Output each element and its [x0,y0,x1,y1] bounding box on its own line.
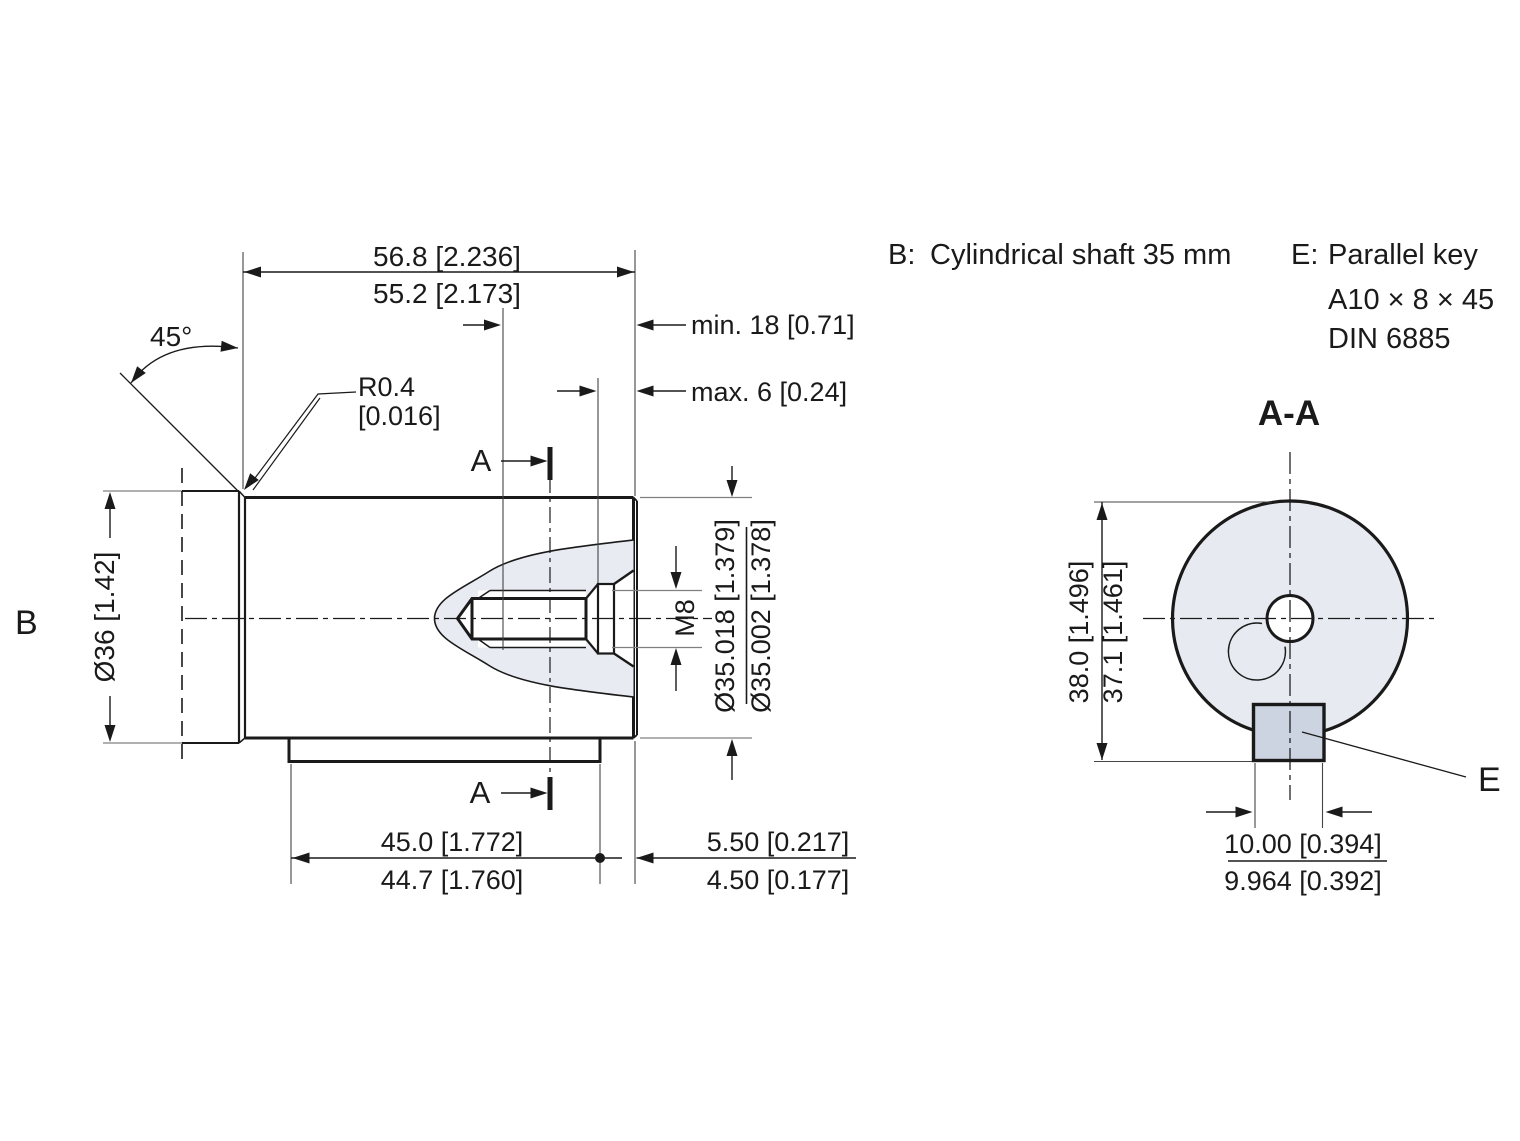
legend-b-prefix: B: [888,239,916,271]
dim-key-width-upper: 10.00 [0.394] [1224,829,1382,859]
dim-key-width-lower: 9.964 [0.392] [1224,866,1382,896]
arrowhead [105,725,116,742]
chamfer-reference-line [120,373,239,492]
dim-end-distance-lower: 4.50 [0.177] [706,865,850,895]
arrowhead [105,492,116,509]
side-view-dimensions [15,241,856,895]
arrowhead [1326,807,1343,818]
legend-e-prefix: E: [1291,239,1319,271]
arrowhead [637,320,654,331]
arrowhead [531,456,548,467]
arrowhead [637,386,654,397]
key-label: E [1478,761,1501,799]
section-marker-bottom: A [469,775,491,810]
section-marker-top: A [470,443,492,478]
arrowhead [244,267,261,278]
legend-e-line2: A10 × 8 × 45 [1328,284,1495,316]
dim-key-length-upper: 45.0 [1.772] [380,827,524,857]
arrowhead [1236,807,1253,818]
label-fillet-radius-1: R0.4 [358,372,416,402]
section-view [1143,394,1501,800]
arrowhead [531,788,548,799]
dim-shaft-length-upper: 56.8 [2.236] [373,241,521,272]
arrowhead [484,320,501,331]
dim-height-lower: 37.1 [1.461] [1098,560,1128,704]
arrowhead [293,853,310,864]
arrowhead [671,572,682,589]
dim-shaft-length-lower: 55.2 [2.173] [373,278,521,309]
dim-shaft-diameter-lower: Ø35.002 [1.378] [746,519,776,713]
key-leader [1302,732,1466,777]
arrowhead [727,480,738,497]
dim-key-length-lower: 44.7 [1.760] [380,865,524,895]
label-chamfer-angle: 45° [150,321,193,352]
key-side-profile [289,738,600,762]
legend [888,239,1494,355]
legend-b-text: Cylindrical shaft 35 mm [930,239,1232,271]
section-title: A-A [1257,394,1321,433]
arrowhead [580,386,597,397]
label-fillet-radius-2: [0.016] [358,401,441,431]
arrowhead [221,341,239,354]
arrowhead [1097,743,1108,760]
dim-chain-dot [595,853,605,863]
legend-e-line1: Parallel key [1328,239,1478,271]
legend-e-line3: DIN 6885 [1328,323,1451,355]
arrowhead [1097,503,1108,520]
dim-collar-diameter: Ø36 [1.42] [89,551,120,683]
dim-thread-depth: min. 18 [0.71] [691,310,855,340]
view-label-b: B [15,604,38,642]
dim-pilot-depth: max. 6 [0.24] [691,377,848,407]
arrowhead [727,739,738,756]
fillet-leader [249,392,356,490]
dim-height-upper: 38.0 [1.496] [1064,560,1094,704]
side-view [103,447,712,810]
parallel-key-section [1254,705,1325,761]
dim-shaft-diameter-upper: Ø35.018 [1.379] [710,519,740,713]
arrowhead [637,853,654,864]
dim-end-distance-upper: 5.50 [0.217] [706,827,850,857]
label-thread-size: M8 [670,599,700,637]
arrowhead [617,267,634,278]
arrowhead [671,648,682,665]
